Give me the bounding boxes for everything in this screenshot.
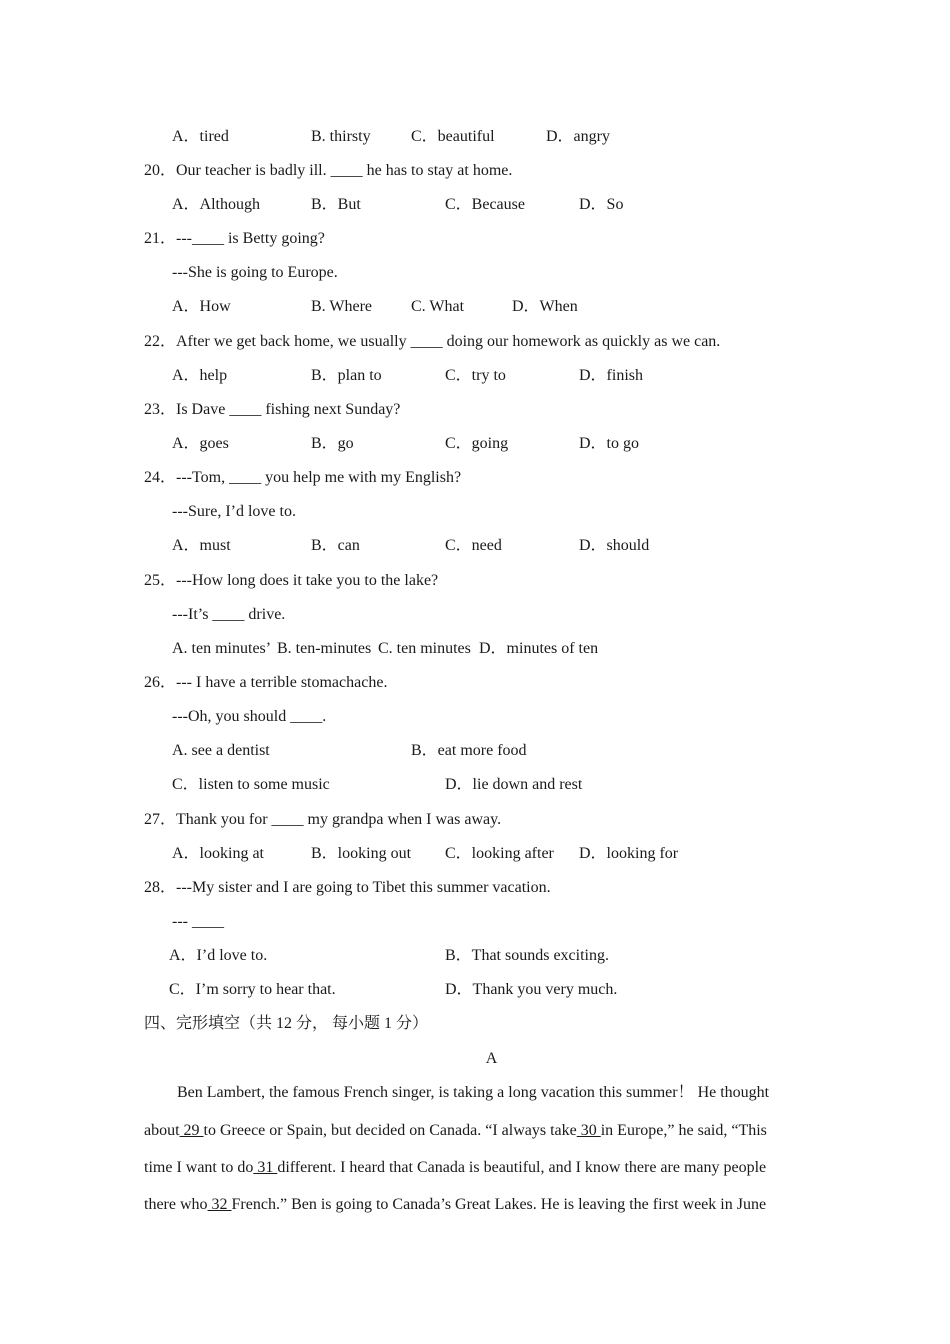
q22-option-a: A．help [172,367,228,384]
passage-text: French.” Ben is going to Canada’s Great Lakes. He is leaving the first week in June [231,1196,767,1213]
q21-option-a: A．How [172,298,231,315]
question-28-stem: 28．---My sister and I are going to Tibet this summer vacation. [144,879,551,896]
q19-option-c: C．beautiful [411,128,495,145]
passage-text: about [144,1122,180,1139]
q28-option-b: B．That sounds exciting. [445,947,609,964]
q21-option-c: C. What [411,298,465,315]
q21-option-d: D．When [512,298,578,315]
q23-option-a: A．goes [172,435,229,452]
blank-31: 31 [253,1159,278,1176]
q24-option-a: A．must [172,537,231,554]
q23-option-b: B．go [311,435,354,452]
q19-option-a: A．tired [172,128,229,145]
q20-option-d: D．So [579,196,624,213]
blank-30: 30 [576,1122,601,1139]
question-21-stem: 21．---____ is Betty going? [144,230,325,247]
q22-option-c: C．try to [445,367,506,384]
q25-option-a: A. ten minutes’ [172,640,272,657]
passage-line-4 [144,1195,806,1215]
q27-option-a: A．looking at [172,845,264,862]
q20-option-b: B．But [311,196,361,213]
question-24-stem: 24．---Tom, ____ you help me with my English? [144,469,462,486]
passage-line-1 [177,1083,806,1103]
q28-option-c: C．I’m sorry to hear that. [169,981,336,998]
q28-option-d: D．Thank you very much. [445,981,618,998]
q22-option-d: D．finish [579,367,644,384]
q25-option-d: D．minutes of ten [479,640,599,657]
passage-text: there who [144,1196,208,1213]
question-23-stem: 23．Is Dave ____ fishing next Sunday? [144,401,401,418]
q25-option-b: B. ten-minutes [277,640,372,657]
passage-text: to Greece or Spain, but decided on Canada. “I always take [203,1122,577,1139]
section-heading: 四、完形填空（共 12 分， 每小题 1 分） [144,1015,429,1032]
q26-option-d: D．lie down and rest [445,776,583,793]
passage-text: in Europe,” he said, “This [600,1122,767,1139]
q24-option-c: C．need [445,537,502,554]
q22-option-b: B．plan to [311,367,382,384]
q26-option-a: A. see a dentist [172,742,270,759]
blank-32: 32 [207,1196,232,1213]
q21-option-b: B. Where [311,298,373,315]
passage-line-3 [144,1158,806,1178]
passage-text: time I want to do [144,1159,254,1176]
blank-29: 29 [179,1122,204,1139]
q28-option-a: A．I’d love to. [169,947,268,964]
passage-text: Ben Lambert, the famous French singer, is taking a long vacation this summer！ He thought [177,1084,770,1101]
question-22-stem: 22．After we get back home, we usually ____ doing our homework as quickly as we can. [144,333,721,350]
question-21-answer: ---She is going to Europe. [172,264,338,281]
q27-option-c: C．looking after [445,845,554,862]
q26-option-b: B．eat more food [411,742,527,759]
question-28-answer: --- ____ [172,913,224,930]
question-24-answer: ---Sure, I’d love to. [172,503,296,520]
passage-text: different. I heard that Canada is beautiful, and I know there are many people [277,1159,767,1176]
passage-label: A [485,1050,498,1067]
q19-option-d: D．angry [546,128,610,145]
question-27-stem: 27．Thank you for ____ my grandpa when I was away. [144,811,502,828]
q19-option-b: B. thirsty [311,128,371,145]
q24-option-d: D．should [579,537,650,554]
passage-line-2 [144,1121,806,1141]
q25-option-c: C. ten minutes [378,640,471,657]
question-26-answer: ---Oh, you should ____. [172,708,327,725]
q23-option-d: D．to go [579,435,640,452]
q27-option-b: B．looking out [311,845,412,862]
q24-option-b: B．can [311,537,360,554]
q26-option-c: C．listen to some music [172,776,330,793]
q20-option-a: A．Although [172,196,261,213]
q20-option-c: C．Because [445,196,525,213]
q23-option-c: C．going [445,435,509,452]
question-25-answer: ---It’s ____ drive. [172,606,286,623]
question-25-stem: 25．---How long does it take you to the lake? [144,572,439,589]
question-20-stem: 20．Our teacher is badly ill. ____ he has to stay at home. [144,162,513,179]
q27-option-d: D．looking for [579,845,679,862]
question-26-stem: 26．--- I have a terrible stomachache. [144,674,388,691]
